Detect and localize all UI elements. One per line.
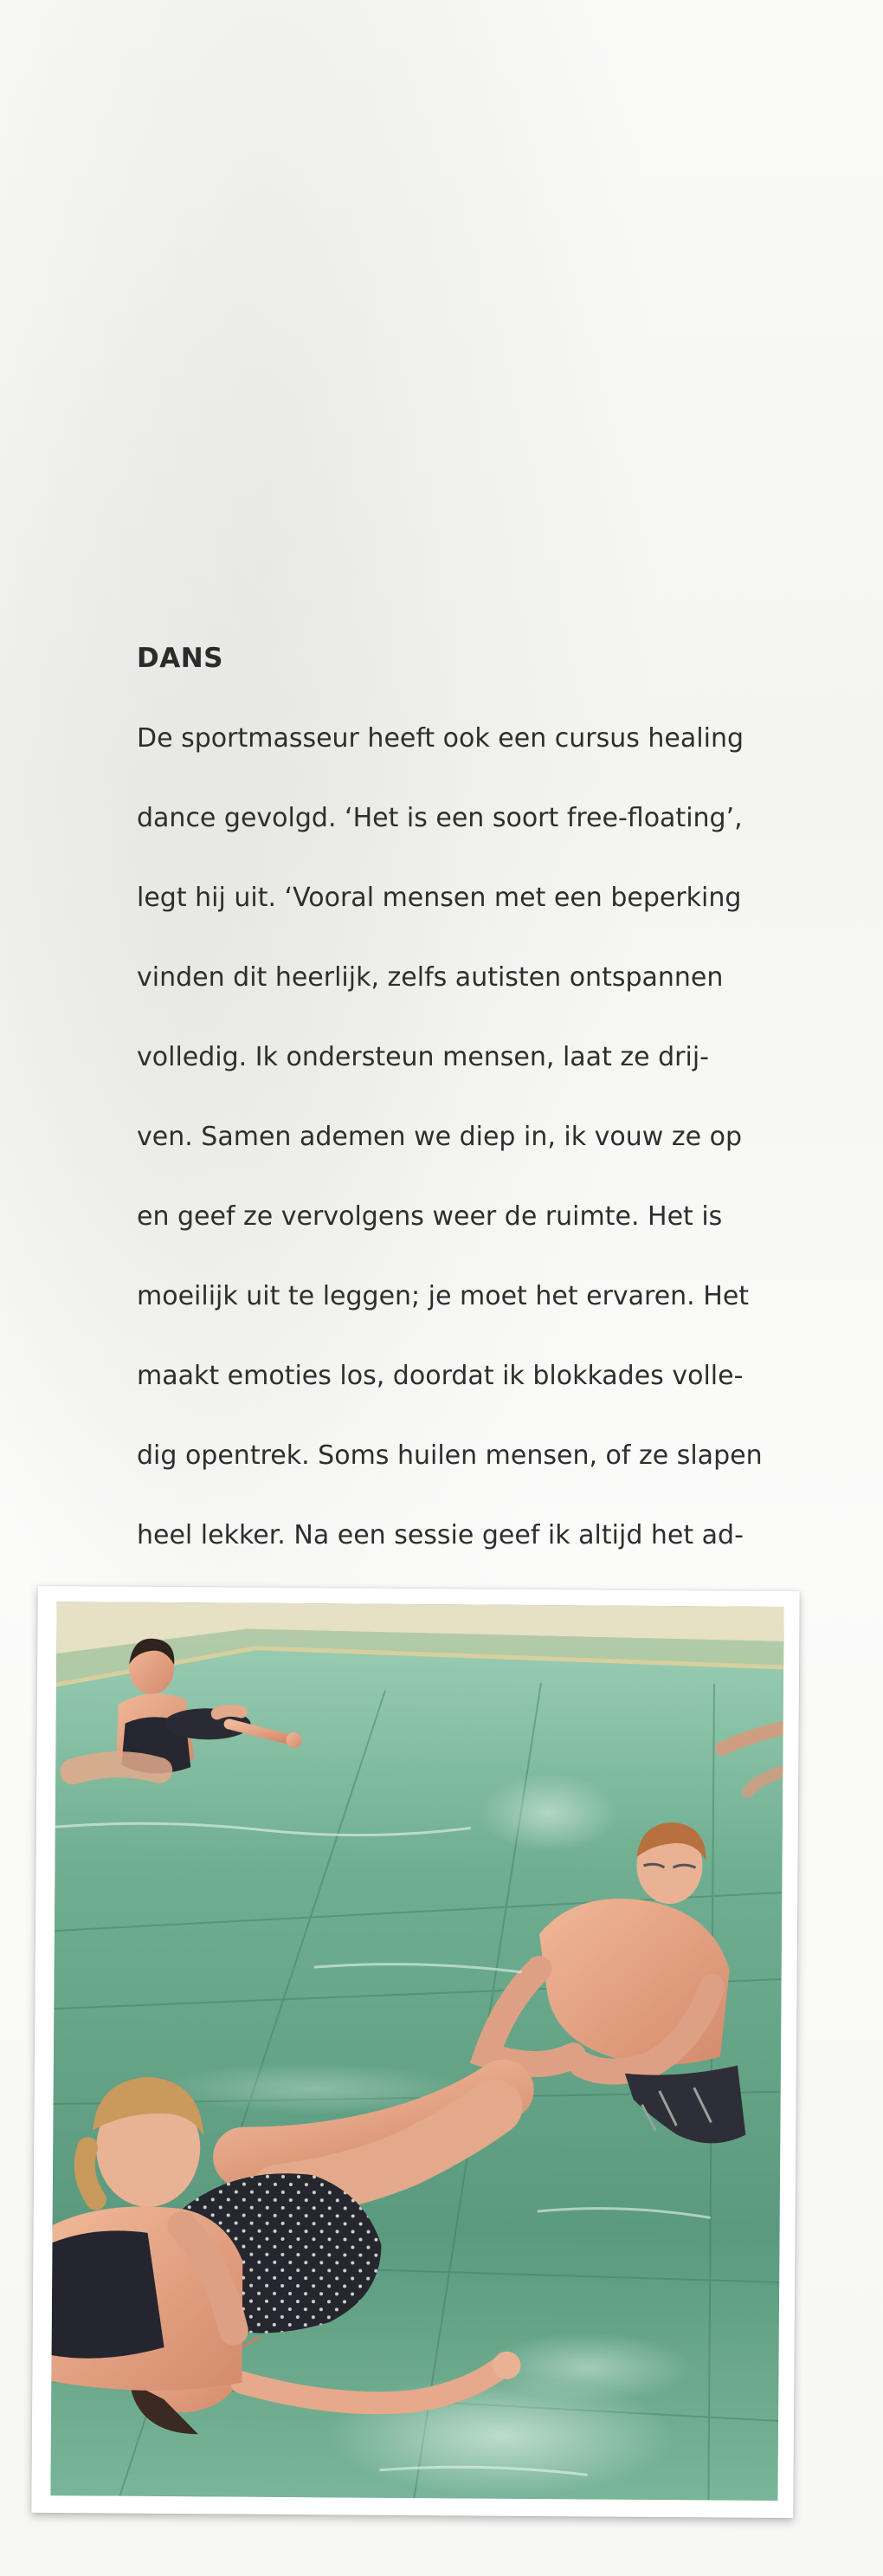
text-line: dig opentrek. Soms huilen mensen, of ze slapen (137, 1440, 763, 1471)
text-line: moeilijk uit te leggen; je moet het ervaren. Het (137, 1281, 750, 1311)
text-line: legt hij uit. ‘Vooral mensen met een beperking (137, 883, 742, 913)
text-line: heel lekker. Na een sessie geef ik altijd het ad- (137, 1520, 744, 1550)
pool-photo (50, 1602, 783, 2501)
text-line: dance gevolgd. ‘Het is een soort free-floating’, (137, 803, 743, 833)
text-line: en geef ze vervolgens weer de ruimte. Het is (137, 1201, 723, 1232)
photo-frame (31, 1586, 799, 2518)
pool-illustration (50, 1602, 783, 2501)
text-line: maakt emoties los, doordat ik blokkades volle- (137, 1361, 744, 1391)
text-line: vinden dit heerlijk, zelfs autisten ontspannen (137, 962, 724, 993)
text-line: ven. Samen ademen we diep in, ik vouw ze op (137, 1122, 743, 1152)
paragraph-1 (137, 679, 795, 1675)
text-line: volledig. Ik ondersteun mensen, laat ze drij- (137, 1042, 709, 1072)
section-heading: DANS (137, 643, 223, 674)
text-line: De sportmasseur heeft ook een cursus healing (137, 723, 744, 754)
